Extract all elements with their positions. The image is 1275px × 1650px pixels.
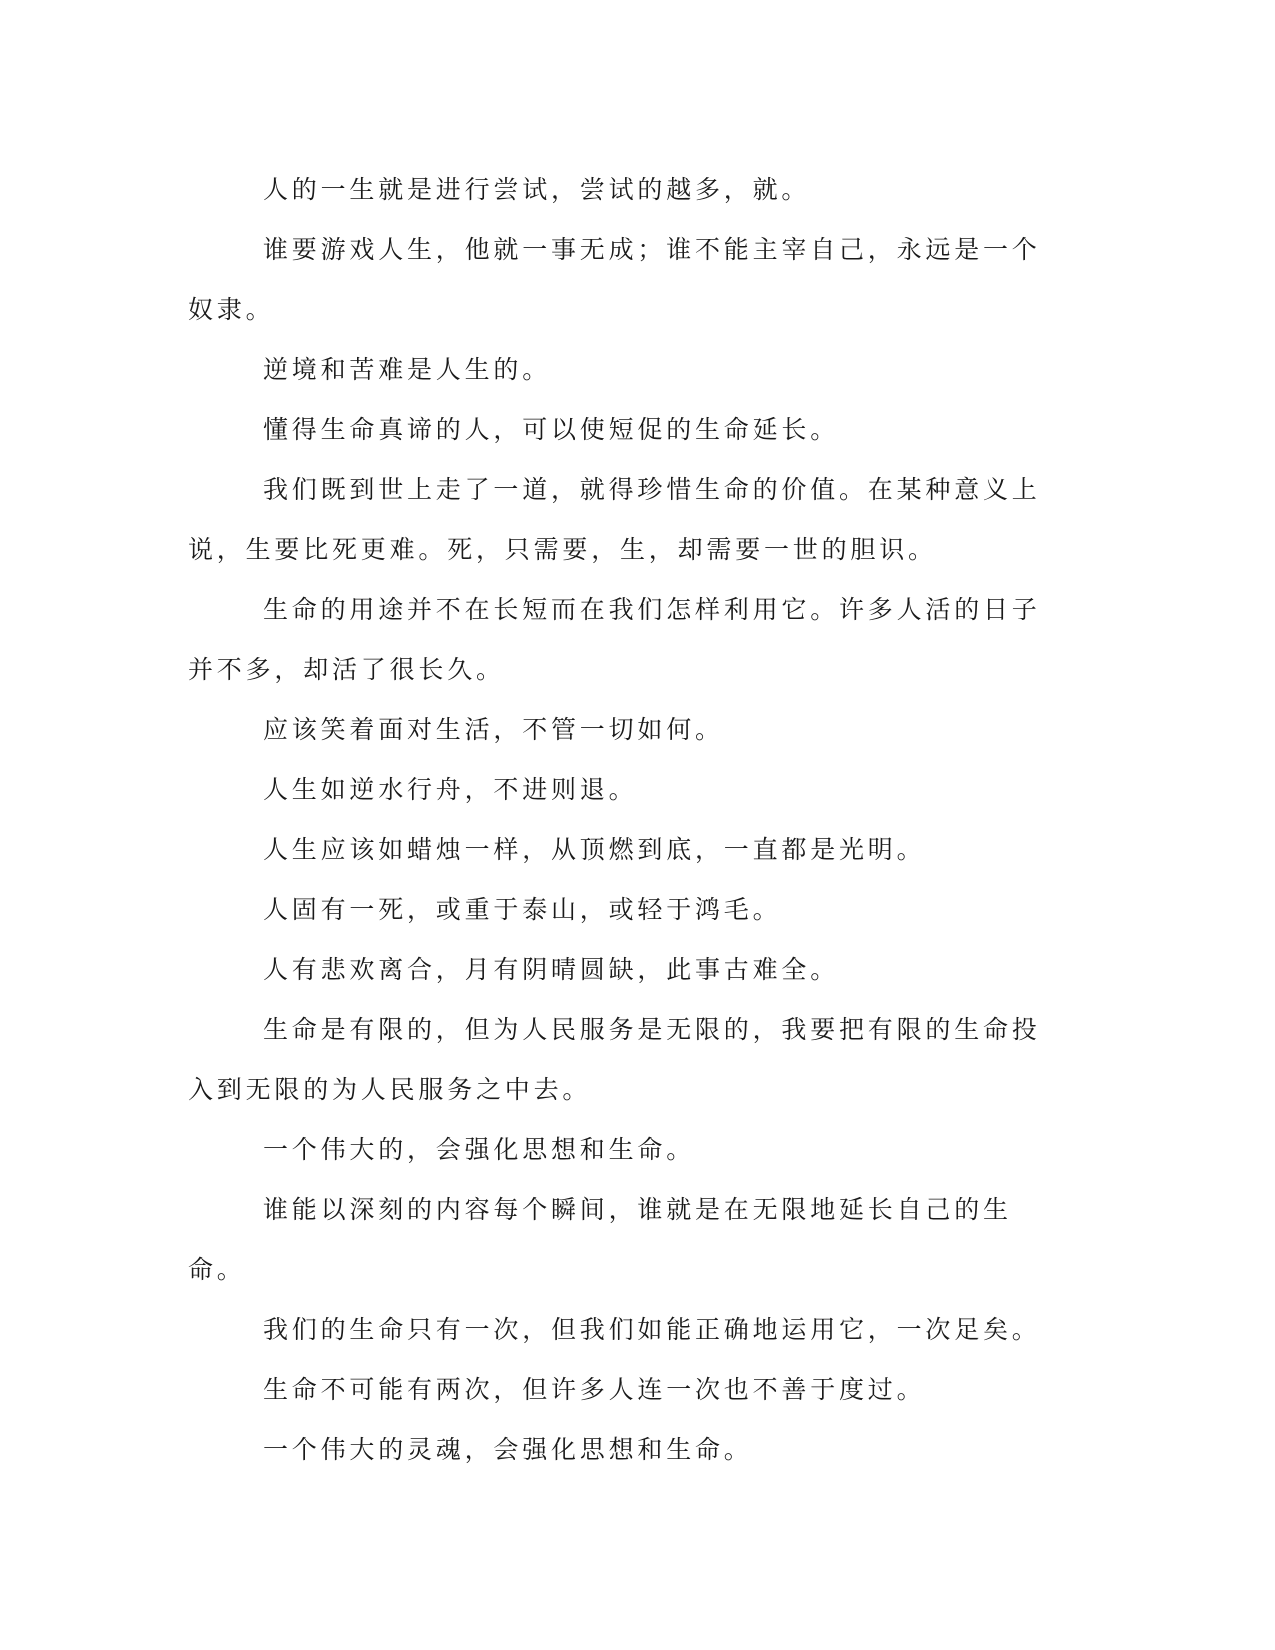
- paragraph: 我们既到世上走了一道，就得珍惜生命的价值。在某种意义上说，生要比死更难。死，只需要，生，却需要一世的胆识。: [188, 475, 1041, 564]
- paragraph: 应该笑着面对生活，不管一切如何。: [263, 715, 724, 744]
- paragraph: 谁要游戏人生，他就一事无成；谁不能主宰自己，永远是一个奴隶。: [188, 235, 1041, 324]
- paragraph: 一个伟大的灵魂，会强化思想和生命。: [263, 1435, 753, 1464]
- paragraph: 人有悲欢离合，月有阴晴圆缺，此事古难全。: [263, 955, 840, 984]
- paragraph: 人生应该如蜡烛一样，从顶燃到底，一直都是光明。: [263, 835, 926, 864]
- paragraph: 逆境和苦难是人生的。: [263, 355, 552, 384]
- paragraph: 我们的生命只有一次，但我们如能正确地运用它，一次足矣。: [263, 1315, 1041, 1344]
- paragraph: 人生如逆水行舟，不进则退。: [263, 775, 638, 804]
- paragraph: 生命是有限的，但为人民服务是无限的，我要把有限的生命投入到无限的为人民服务之中去。: [188, 1015, 1041, 1104]
- paragraph: 一个伟大的，会强化思想和生命。: [263, 1135, 696, 1164]
- paragraph: 谁能以深刻的内容每个瞬间，谁就是在无限地延长自己的生命。: [188, 1195, 1012, 1284]
- paragraph: 生命不可能有两次，但许多人连一次也不善于度过。: [263, 1375, 926, 1404]
- paragraph: 懂得生命真谛的人，可以使短促的生命延长。: [263, 415, 840, 444]
- document-body: [188, 160, 1068, 1480]
- paragraph: 生命的用途并不在长短而在我们怎样利用它。许多人活的日子并不多，却活了很长久。: [188, 595, 1041, 684]
- paragraph: 人的一生就是进行尝试，尝试的越多，就。: [263, 175, 811, 204]
- paragraph: 人固有一死，或重于泰山，或轻于鸿毛。: [263, 895, 782, 924]
